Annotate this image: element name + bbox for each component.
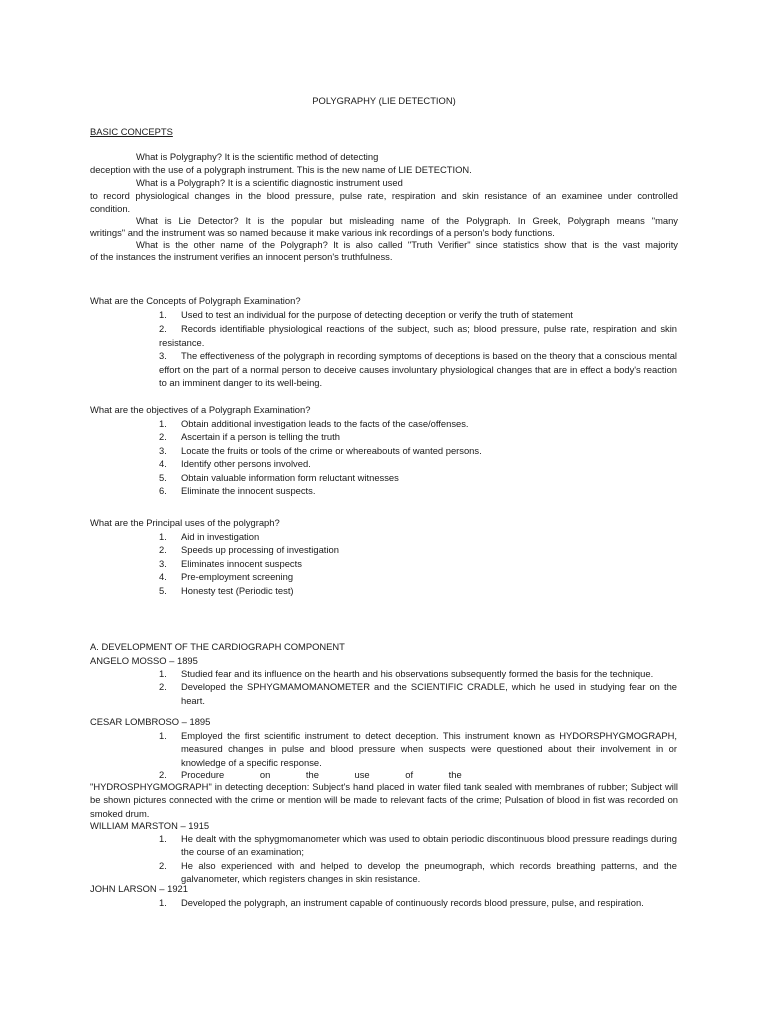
objectives-list	[159, 417, 677, 497]
mosso-list	[159, 667, 677, 707]
list-number: 1.	[159, 309, 167, 320]
list-item	[159, 570, 677, 583]
section-heading-objectives: What are the objectives of a Polygraph Examination?	[90, 404, 311, 415]
paragraph-line: What is Polygraphy? It is the scientific method of detecting	[136, 151, 379, 162]
list-item	[159, 832, 677, 859]
document-title: POLYGRAPHY (LIE DETECTION)	[312, 95, 456, 106]
list-text: Aid in investigation	[181, 531, 260, 542]
list-number: 1.	[159, 531, 167, 542]
list-item	[159, 430, 677, 443]
paragraph-text: "HYDROSPHYGMOGRAPH" in detecting deception: Subject's hand placed in water filed tank sealed with membranes of rubber; Subject will be shown pictures connected with the crime or mention will be made to relevant facts of the crime; Pulsation of blood in fist was recorded on smoked drum.	[90, 781, 678, 819]
list-item	[159, 457, 677, 470]
person-heading-lombroso: CESAR LOMBROSO – 1895	[90, 716, 211, 727]
list-item	[159, 729, 677, 769]
list-number: 1.	[159, 833, 167, 844]
list-text: He also experienced with and helped to develop the pneumograph, which records breathing patterns, and the galvanometer, which registers changes in skin resistance.	[181, 859, 677, 885]
section-heading-basic-concepts: BASIC CONCEPTS	[90, 126, 173, 137]
list-text: Procedure on the use of the	[181, 769, 462, 780]
list-text: Studied fear and its influence on the hearth and his observations subsequently formed the basis for the technique.	[181, 668, 654, 679]
list-text: Obtain additional investigation leads to the facts of the case/offenses.	[181, 418, 469, 429]
section-heading-development: A. DEVELOPMENT OF THE CARDIOGRAPH COMPONENT	[90, 641, 345, 652]
list-text: Honesty test (Periodic test)	[181, 584, 294, 596]
paragraph-line: condition.	[90, 203, 131, 214]
list-text: Ascertain if a person is telling the truth	[181, 431, 340, 443]
list-text: The effectiveness of the polygraph in recording symptoms of deceptions is based on the theory that a conscious mental effort on the part of a normal person to deceive causes involuntary physiological changes that are in effect a body's reaction to an imminent danger to its well-being.	[159, 350, 677, 389]
uses-list	[159, 530, 677, 597]
list-text: He dealt with the sphygmomanometer which was used to obtain periodic discontinuous blood pressure readings during the course of an examination;	[181, 833, 677, 858]
list-number: 2.	[159, 431, 167, 443]
list-number: 1.	[159, 897, 167, 908]
list-number: 3.	[159, 557, 167, 569]
paragraph-line: deception with the use of a polygraph instrument. This is the new name of LIE DETECTION.	[90, 164, 472, 175]
paragraph-line: What is the other name of the Polygraph? It is also called "Truth Verifier" since statistics show that is the vast majority	[136, 239, 678, 250]
list-item	[159, 896, 677, 909]
list-number: 4.	[159, 458, 167, 470]
list-number: 5.	[159, 471, 167, 483]
list-item	[159, 557, 677, 570]
list-number: 5.	[159, 584, 167, 596]
concepts-list	[159, 308, 677, 389]
person-heading-mosso: ANGELO MOSSO – 1895	[90, 655, 198, 666]
larson-list	[159, 896, 677, 909]
list-number: 3.	[159, 350, 167, 362]
list-text: Identify other persons involved.	[181, 458, 311, 470]
list-item	[159, 484, 677, 497]
list-text: Obtain valuable information form reluctant witnesses	[181, 471, 399, 483]
list-text-continued	[90, 780, 678, 820]
list-item	[159, 680, 677, 707]
lombroso-list	[159, 729, 677, 769]
section-heading-uses: What are the Principal uses of the polygraph?	[90, 517, 280, 528]
list-text: Eliminate the innocent suspects.	[181, 485, 316, 497]
list-number: 1.	[159, 730, 167, 741]
list-number: 3.	[159, 444, 167, 456]
list-item	[159, 471, 677, 484]
list-item	[159, 543, 677, 556]
list-item	[159, 417, 677, 430]
list-text: Eliminates innocent suspects	[181, 557, 302, 569]
list-number: 2.	[159, 323, 167, 335]
list-item	[159, 308, 677, 321]
marston-list	[159, 832, 677, 886]
list-number: 2.	[159, 769, 167, 780]
list-text: Speeds up processing of investigation	[181, 544, 339, 556]
list-number: 1.	[159, 418, 167, 429]
list-number: 2.	[159, 681, 167, 693]
list-text: Records identifiable physiological reactions of the subject, such as; blood pressure, pulse rate, respiration and skin resistance.	[159, 323, 677, 348]
section-heading-concepts: What are the Concepts of Polygraph Examination?	[90, 295, 301, 306]
list-text: Used to test an individual for the purpose of detecting deception or verify the truth of statement	[181, 309, 573, 320]
list-item	[159, 584, 677, 597]
list-number: 4.	[159, 571, 167, 583]
list-text: Developed the polygraph, an instrument capable of continuously records blood pressure, pulse, and respiration.	[181, 897, 644, 908]
list-text: Locate the fruits or tools of the crime or whereabouts of wanted persons.	[181, 444, 482, 456]
paragraph-line: to record physiological changes in the blood pressure, pulse rate, respiration and skin resistance of an examinee under controlled	[90, 190, 678, 201]
list-text: Employed the first scientific instrument to detect deception. This instrument known as HYDORSPHYGMOGRAPH, measured changes in pulse and blood pressure when suspects were questioned about their involvement in or knowledge of a specific response.	[181, 730, 677, 768]
person-heading-larson: JOHN LARSON – 1921	[90, 883, 188, 894]
list-item	[159, 667, 677, 680]
list-item	[159, 530, 677, 543]
list-text: Pre-employment screening	[181, 571, 294, 583]
list-number: 1.	[159, 668, 167, 679]
person-heading-marston: WILLIAM MARSTON – 1915	[90, 820, 210, 831]
list-number: 2.	[159, 544, 167, 556]
paragraph-line: of the instances the instrument verifies an innocent person's truthfulness.	[90, 251, 393, 262]
paragraph-line: What is Lie Detector? It is the popular but misleading name of the Polygraph. In Greek, Polygraph means "many	[136, 215, 678, 226]
list-text: Developed the SPHYGMAMOMANOMETER and the SCIENTIFIC CRADLE, which he used in studying fear on the heart.	[181, 681, 677, 706]
list-item	[159, 322, 677, 349]
paragraph-line: writings" and the instrument was so named because it make various ink recordings of a person's body functions.	[90, 227, 555, 238]
list-item	[159, 444, 677, 457]
list-number: 6.	[159, 485, 167, 497]
paragraph-line: What is a Polygraph? It is a scientific diagnostic instrument used	[136, 177, 403, 188]
list-item	[159, 859, 677, 886]
list-number: 2.	[159, 859, 167, 871]
list-item	[159, 349, 677, 389]
